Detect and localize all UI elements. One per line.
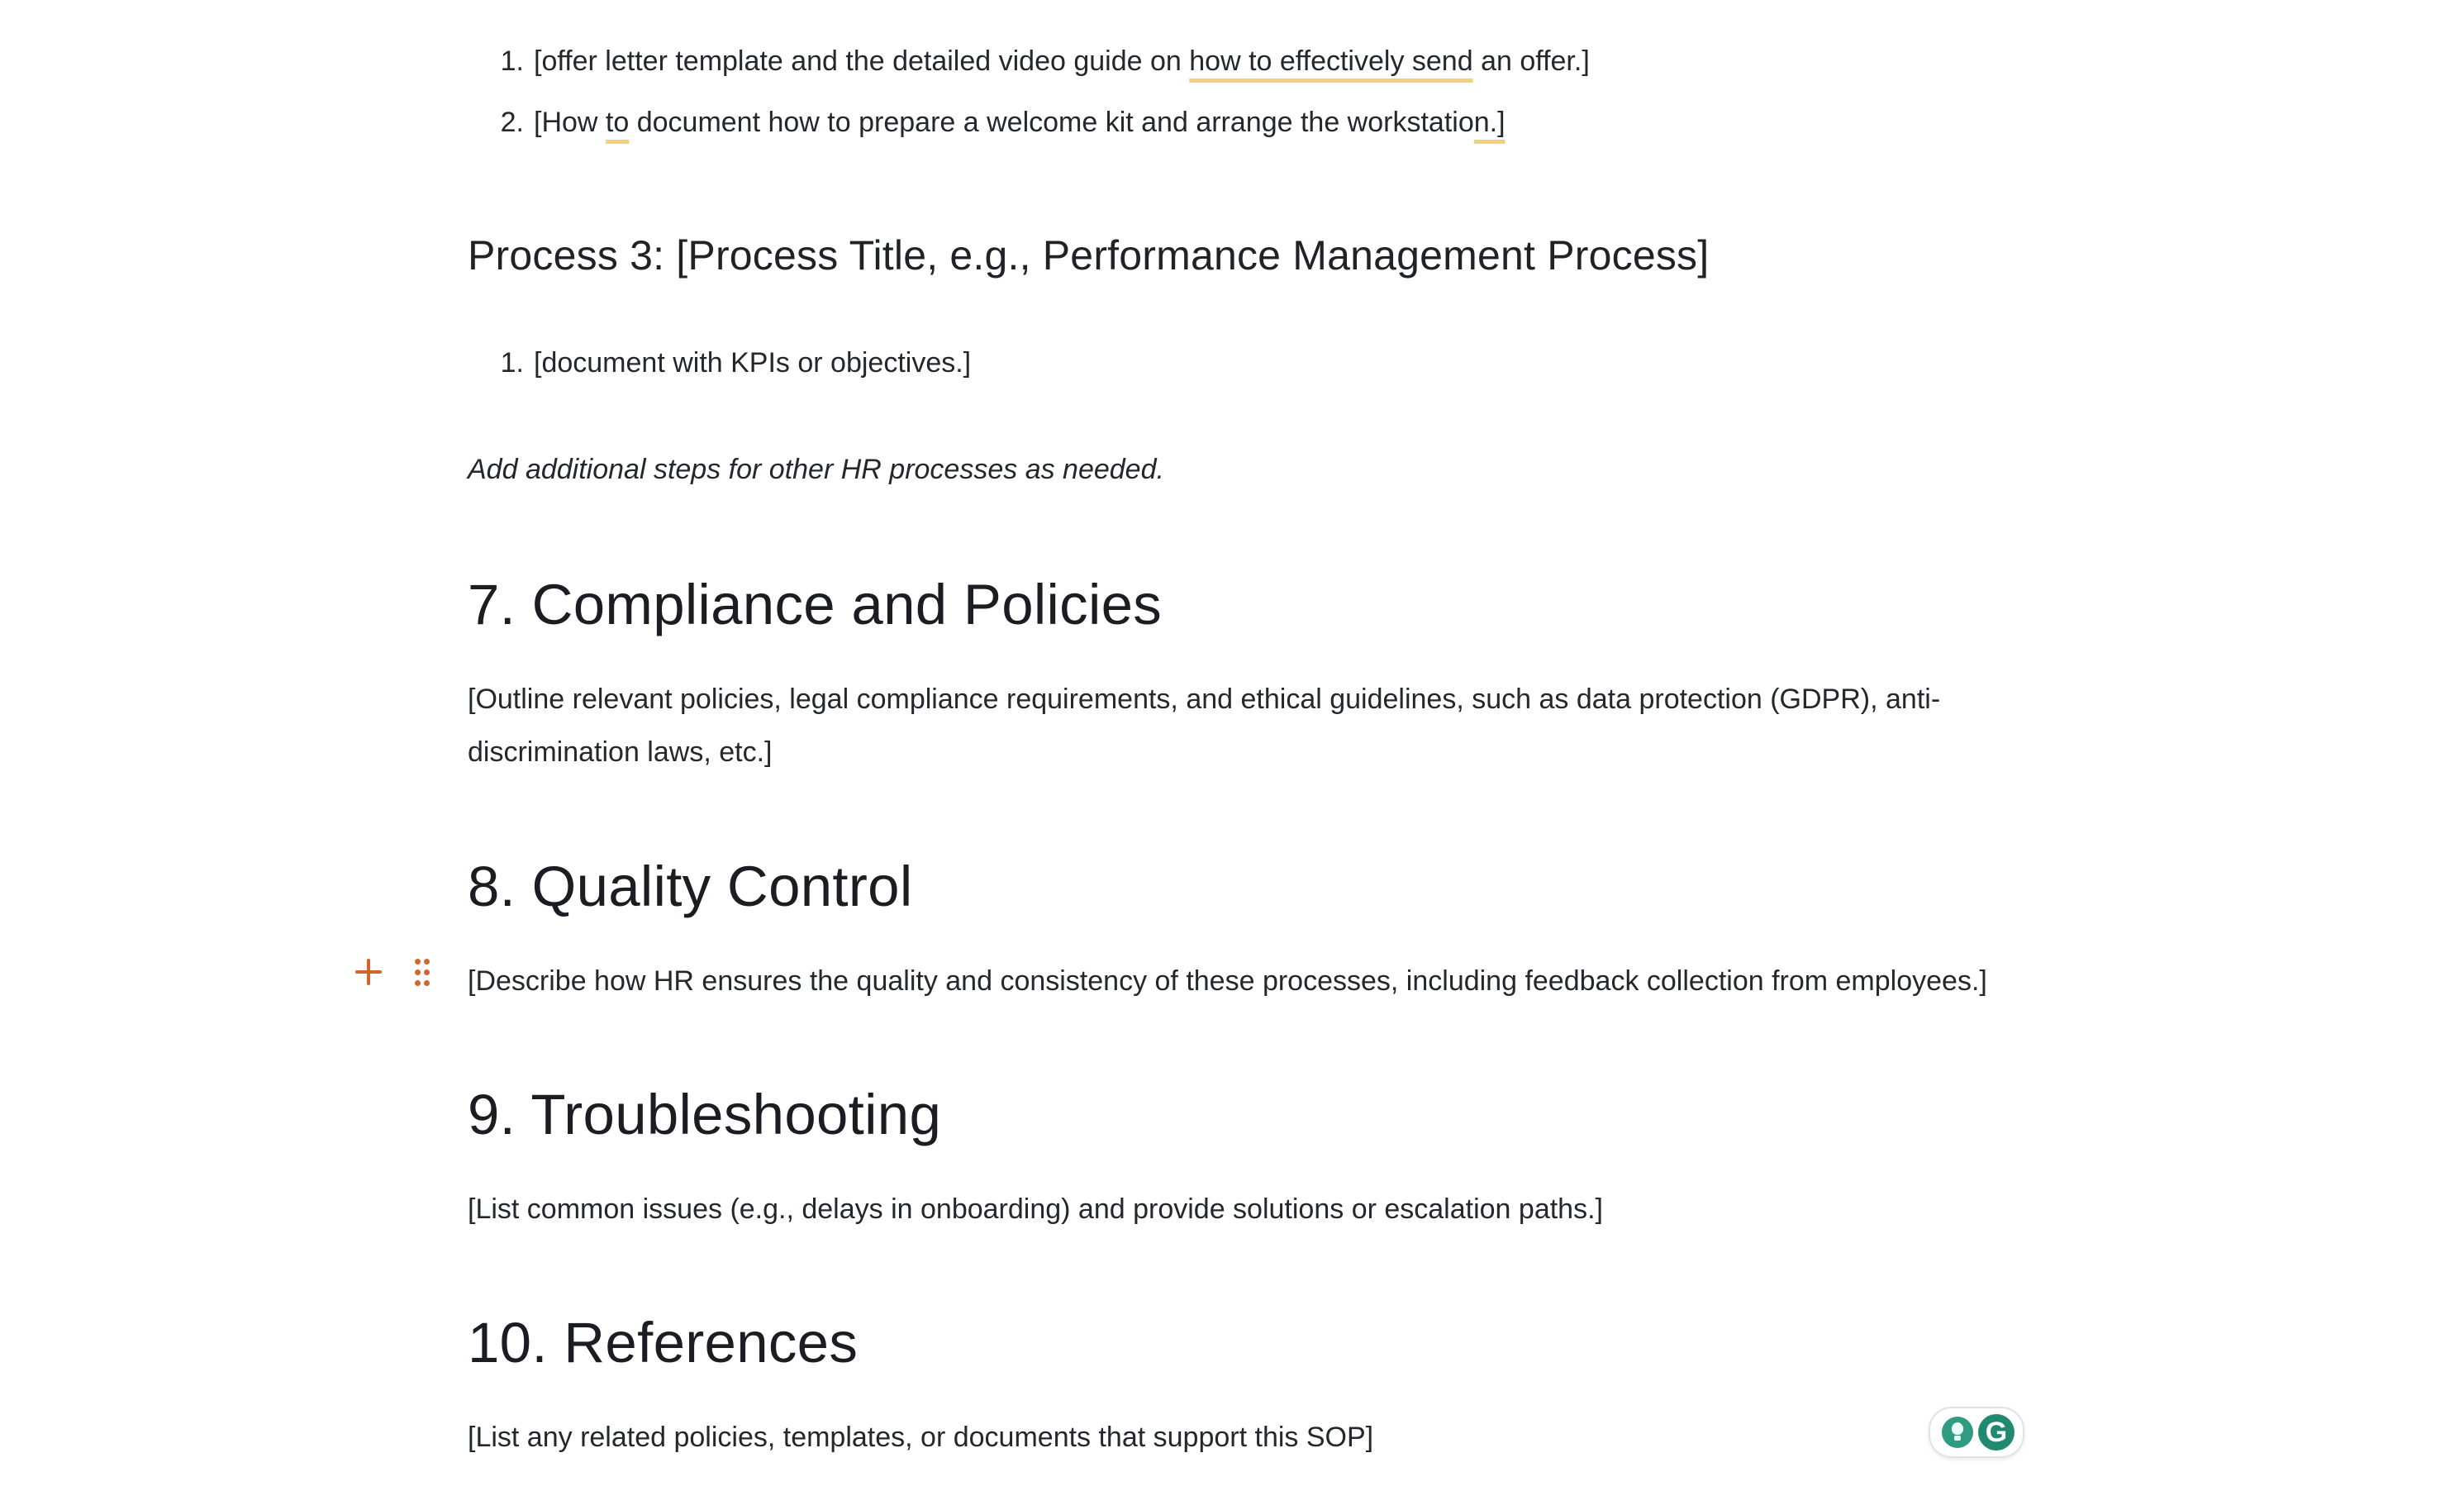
flagged-word[interactable]: to [605,107,630,138]
compliance-paragraph-line-2[interactable]: discrimination laws, etc.] [468,736,773,768]
flagged-phrase[interactable]: how to effectively send [1189,45,1473,77]
section-heading-references[interactable]: 10. References [468,1311,859,1374]
section-heading-troubleshooting[interactable]: 9. Troubleshooting [468,1083,942,1146]
grammarly-logo-icon[interactable]: G [1978,1414,2014,1451]
plus-icon[interactable] [354,957,383,987]
list-item-text: [How [534,107,606,138]
lightbulb-icon[interactable] [1942,1417,1973,1448]
section-heading-compliance[interactable]: 7. Compliance and Policies [468,573,1163,636]
list-item-text: [offer letter template and the detailed video guide on [534,45,1190,77]
list-item[interactable] [489,345,971,381]
grammarly-widget[interactable] [1929,1407,2024,1458]
process-3-heading[interactable]: Process 3: [Process Title, e.g., Performance Management Process] [468,232,1710,279]
list-item[interactable] [489,104,1506,141]
list-number: 2. [500,107,524,138]
list-number: 1. [500,45,524,77]
references-paragraph[interactable]: [List any related policies, templates, or documents that support this SOP] [468,1422,1374,1453]
flagged-word[interactable]: n.] [1473,107,1506,138]
list-item-text-end: an offer.] [1472,45,1590,77]
list-item[interactable] [489,43,1590,79]
quality-control-paragraph[interactable]: [Describe how HR ensures the quality and consistency of these processes, including feedback collection from employees.] [468,965,1987,997]
additional-steps-note[interactable]: Add additional steps for other HR processes as needed. [468,454,1164,485]
section-heading-quality-control[interactable]: 8. Quality Control [468,855,913,918]
compliance-paragraph-line-1[interactable]: [Outline relevant policies, legal compliance requirements, and ethical guidelines, such as data protection (GDPR), anti- [468,684,1941,715]
drag-handle-icon[interactable] [413,957,431,988]
list-item-text: [document with KPIs or objectives.] [534,347,972,379]
troubleshooting-paragraph[interactable]: [List common issues (e.g., delays in onboarding) and provide solutions or escalation paths.] [468,1193,1603,1225]
list-number: 1. [500,347,524,379]
list-item-text-mid: document how to prepare a welcome kit and arrange the workstatio [629,107,1474,138]
